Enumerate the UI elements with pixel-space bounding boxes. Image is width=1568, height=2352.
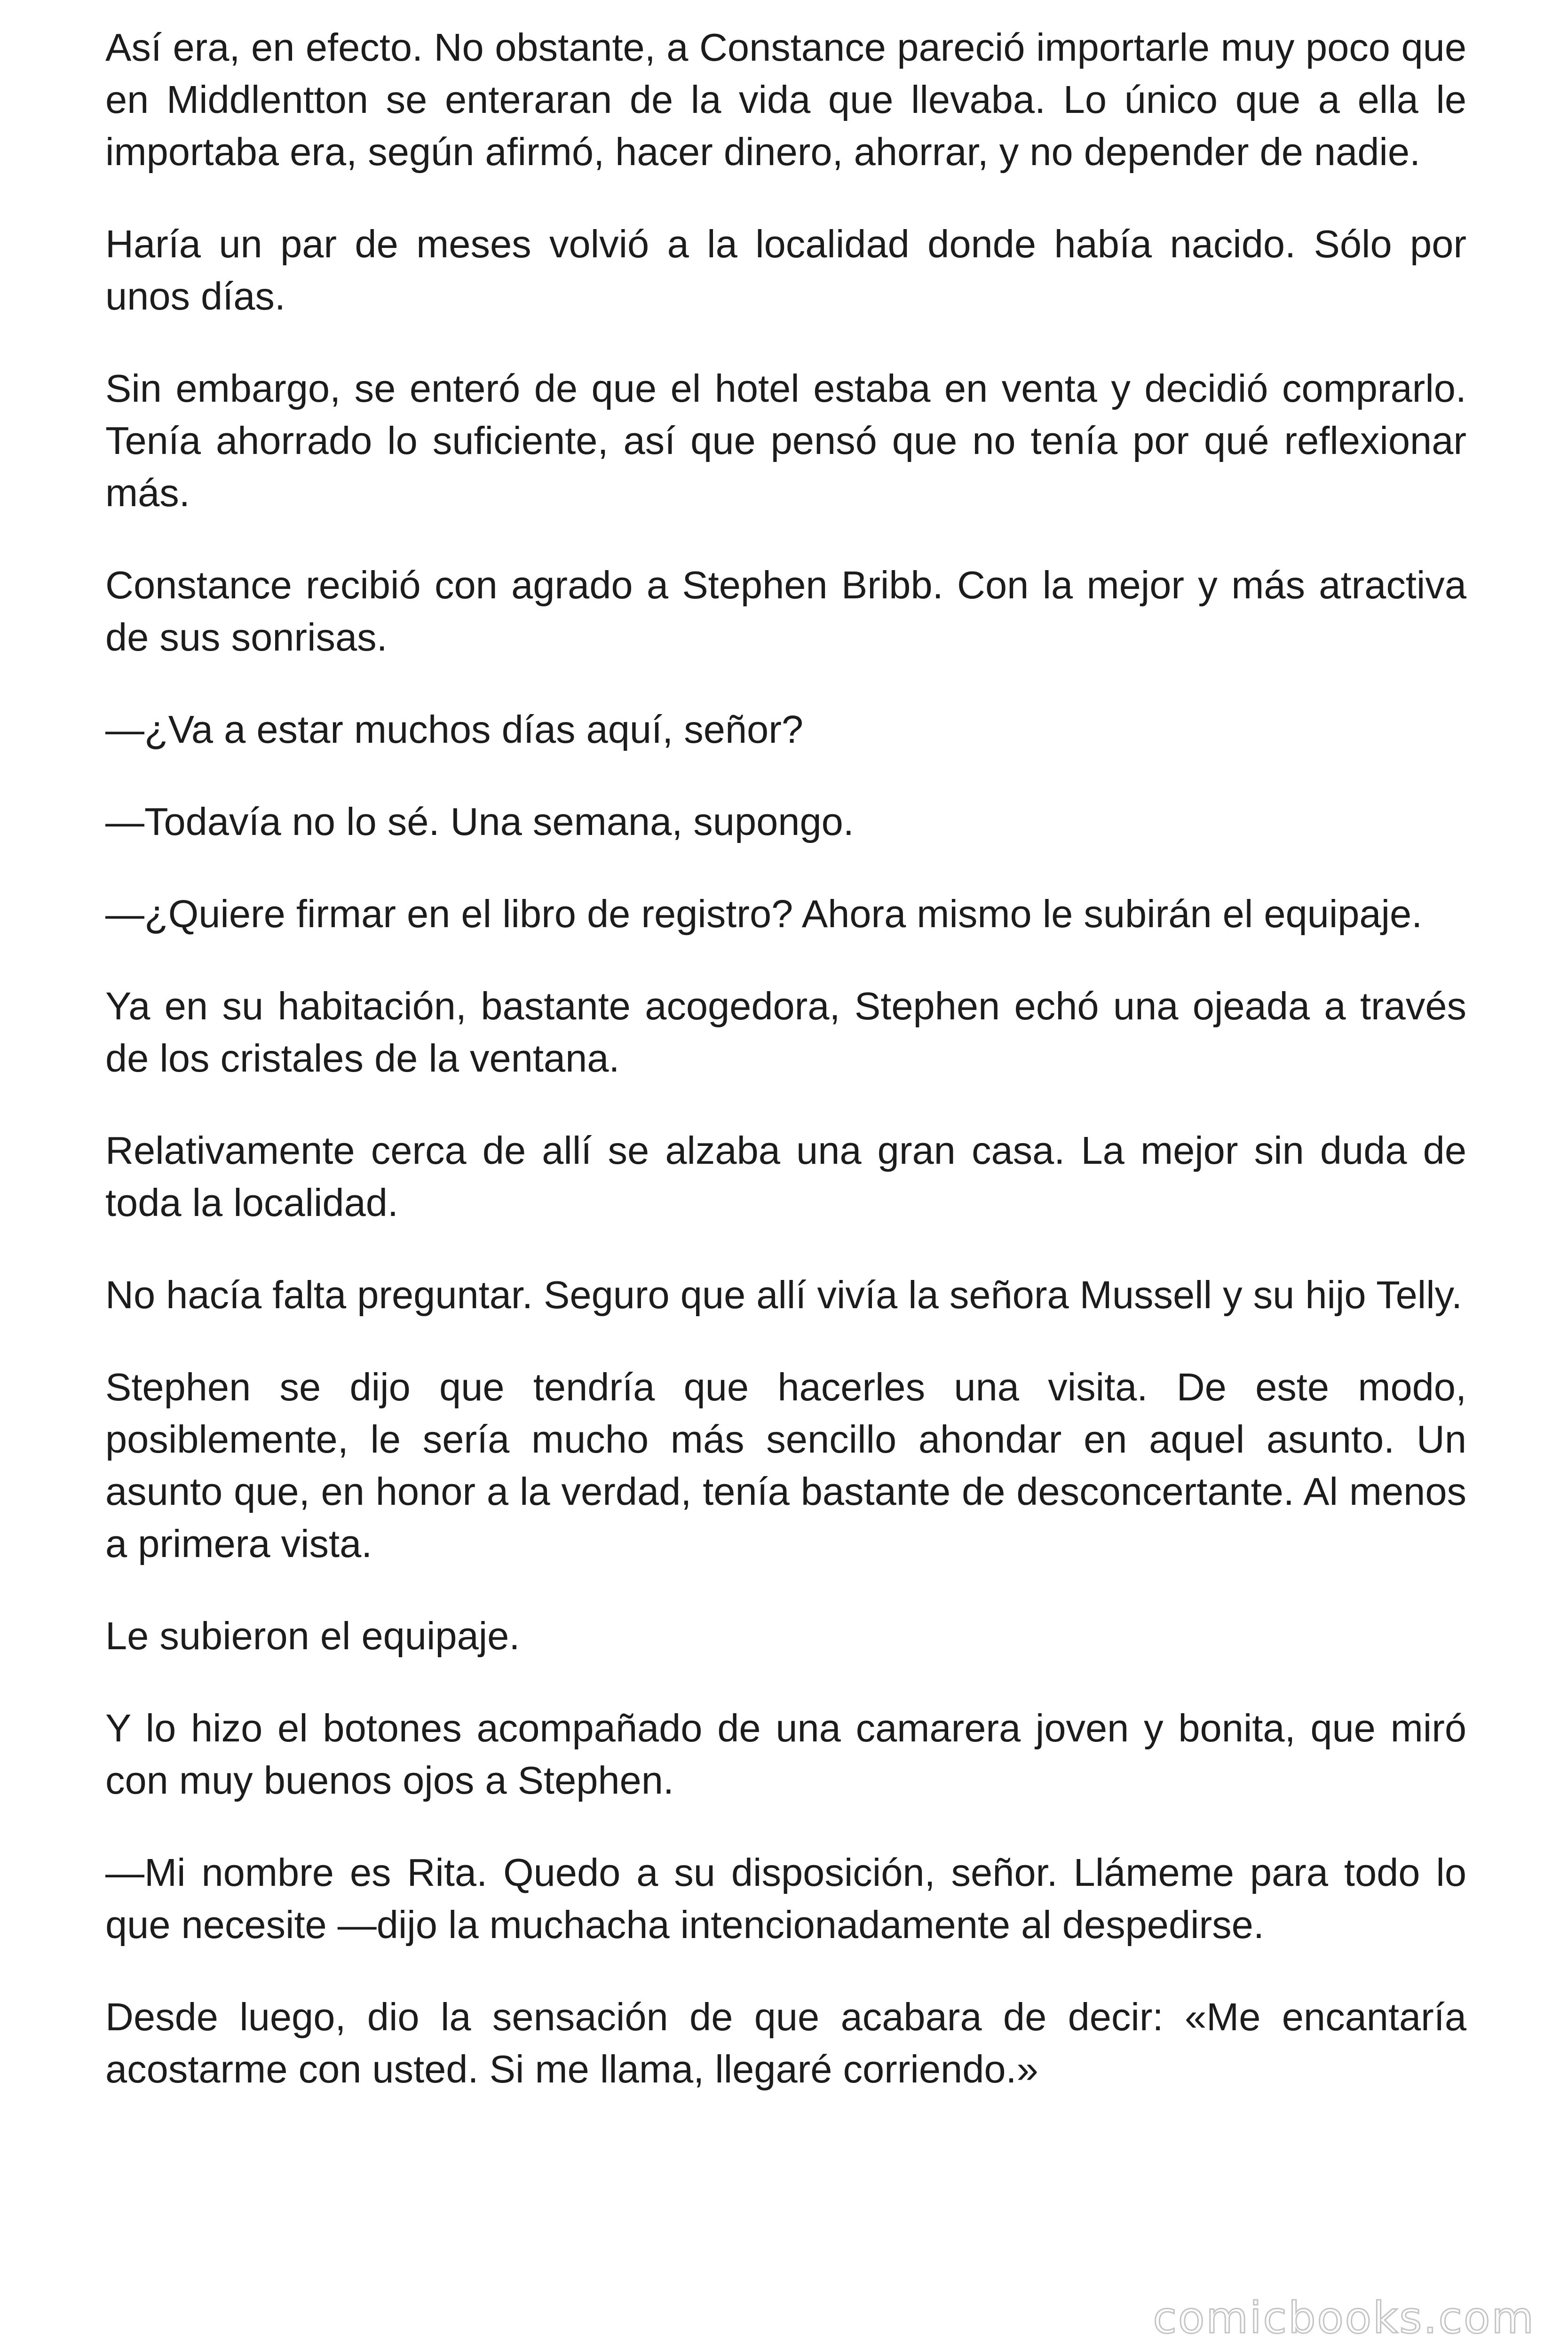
document-body <box>105 21 1466 2095</box>
paragraph-5: —¿Va a estar muchos días aquí, señor? <box>105 707 803 751</box>
paragraph-11: Stephen se dijo que tendría que hacerles una visita. De este modo, posiblemente, le sería mucho más sencillo ahondar en aquel asunto. Un asunto que, en honor a la verdad, tenía bastante de desconcertante. Al menos a primera vista. <box>105 1365 1466 1565</box>
paragraph-6: —Todavía no lo sé. Una semana, supongo. <box>105 800 854 843</box>
paragraph-2: Haría un par de meses volvió a la localidad donde había nacido. Sólo por unos días. <box>105 222 1466 318</box>
paragraph-13: Y lo hizo el botones acompañado de una camarera joven y bonita, que miró con muy buenos ojos a Stephen. <box>105 1706 1466 1802</box>
paragraph-7: —¿Quiere firmar en el libro de registro? Ahora mismo le subirán el equipaje. <box>105 892 1423 936</box>
paragraph-9: Relativamente cerca de allí se alzaba una gran casa. La mejor sin duda de toda la localidad. <box>105 1128 1466 1224</box>
paragraph-12: Le subieron el equipaje. <box>105 1614 520 1658</box>
paragraph-3: Sin embargo, se enteró de que el hotel estaba en venta y decidió comprarlo. Tenía ahorrado lo suficiente, así que pensó que no tenía por qué reflexionar más. <box>105 366 1466 515</box>
paragraph-1: Así era, en efecto. No obstante, a Constance pareció importarle muy poco que en Middlentton se enteraran de la vida que llevaba. Lo único que a ella le importaba era, según afirmó, hacer dinero, ahorrar, y no depender de nadie. <box>105 25 1466 174</box>
paragraph-4: Constance recibió con agrado a Stephen Bribb. Con la mejor y más atractiva de sus sonrisas. <box>105 563 1466 659</box>
paragraph-14: —Mi nombre es Rita. Quedo a su disposición, señor. Llámeme para todo lo que necesite —dijo la muchacha intencionadamente al despedirse. <box>105 1851 1466 1947</box>
paragraph-10: No hacía falta preguntar. Seguro que allí vivía la señora Mussell y su hijo Telly. <box>105 1273 1463 1317</box>
paragraph-15: Desde luego, dio la sensación de que acabara de decir: «Me encantaría acostarme con usted. Si me llama, llegaré corriendo.» <box>105 1995 1466 2091</box>
watermark: comicbooks.com <box>1153 2293 1535 2343</box>
paragraph-8: Ya en su habitación, bastante acogedora, Stephen echó una ojeada a través de los cristales de la ventana. <box>105 984 1466 1080</box>
